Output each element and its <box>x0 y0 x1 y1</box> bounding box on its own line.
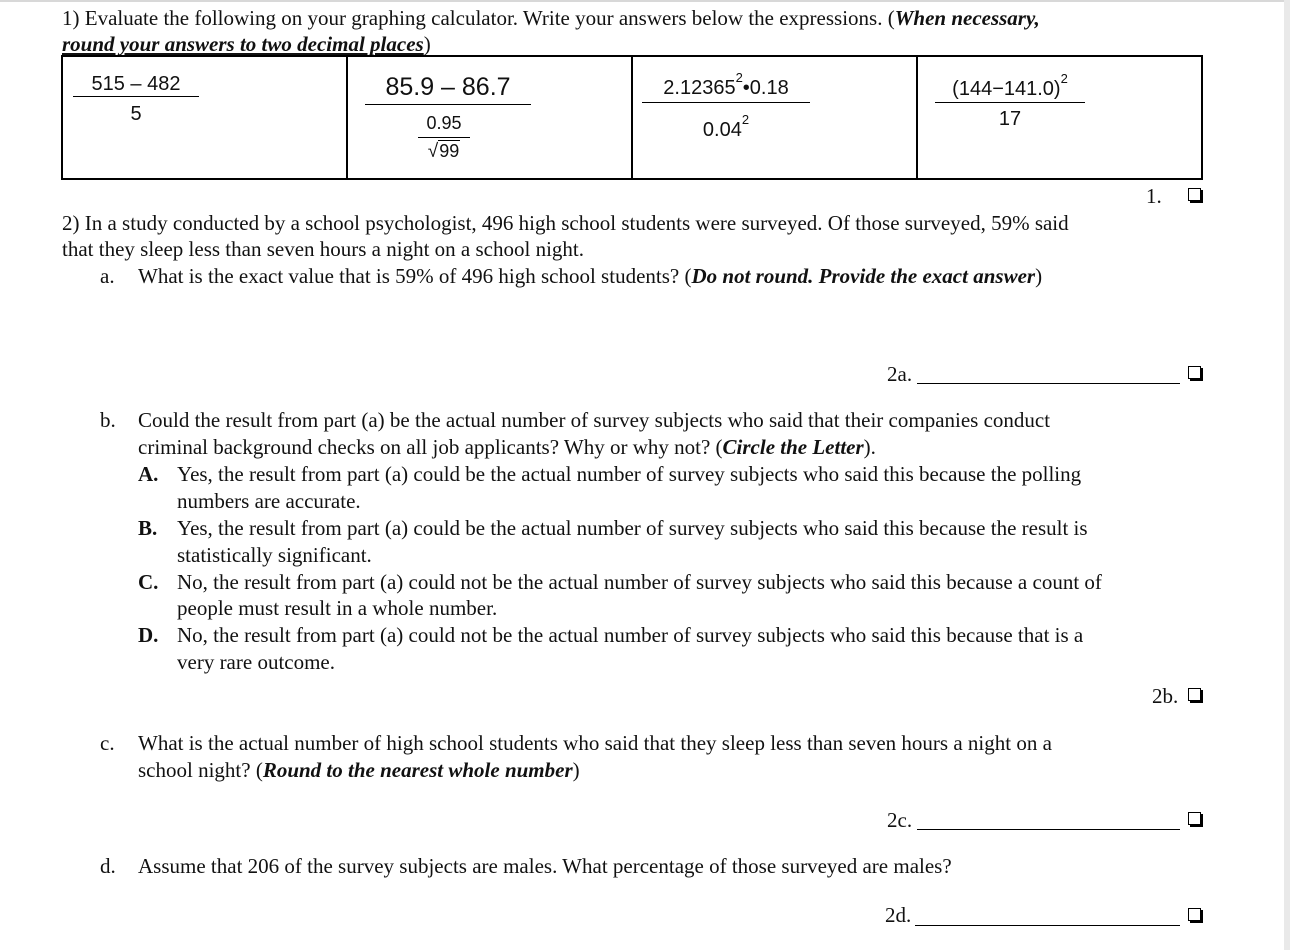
answer-label-1: 1. <box>1146 184 1162 208</box>
expression-4-numerator: (144−141.0) <box>952 78 1061 100</box>
expression-3-numerator-base: 2.12365 <box>663 77 736 99</box>
expression-1-numerator: 515 – 482 <box>73 73 199 97</box>
q1-instructions-emphasis: When necessary, <box>894 6 1040 30</box>
option-b-letter[interactable]: B. <box>138 516 158 540</box>
answer-line-2c[interactable] <box>917 829 1180 830</box>
expression-4-denominator: 17 <box>998 108 1022 130</box>
answer-label-2c: 2c. <box>887 808 913 832</box>
q2c-letter: c. <box>100 731 115 755</box>
expression-2-numerator: 85.9 – 86.7 <box>365 73 531 105</box>
answer-label-2d: 2d. <box>885 903 912 927</box>
q2b-question-line2: criminal background checks on all job applicants? Why or why not? (Circle the Letter). <box>138 435 876 459</box>
expression-table <box>61 55 1203 180</box>
expression-cell-1[interactable] <box>62 56 347 179</box>
page-scroll-edge <box>1284 0 1290 950</box>
q1-instructions-line2: round your answers to two decimal places) <box>62 32 431 56</box>
q2d-letter: d. <box>100 854 116 878</box>
expression-1 <box>73 73 199 126</box>
option-d-line1: No, the result from part (a) could not be the actual number of survey subjects who said this because that is a <box>177 623 1084 647</box>
q2a-instruction-emphasis: Do not round. Provide the exact answer <box>691 264 1036 288</box>
q2c-question-line2: school night? (Round to the nearest whole number) <box>138 758 580 782</box>
q2a-question: What is the exact value that is 59% of 496 high school students? (Do not round. Provide the exact answer) <box>138 264 1043 288</box>
expression-3: $\frac{2.12365^2•0.18}{0.04^2}$ <box>642 77 810 142</box>
expression-4: $\frac{(144-141.0)^2}{17}$ <box>935 78 1085 131</box>
q2-intro-line2: that they sleep less than seven hours a night on a school night. <box>62 237 584 261</box>
answer-checkbox-2c[interactable] <box>1188 812 1201 825</box>
q1-instructions-line1 <box>62 6 1040 31</box>
q2b-instruction-emphasis: Circle the Letter <box>722 435 864 459</box>
q2b-letter: b. <box>100 408 116 432</box>
expression-3-numerator-factor: •0.18 <box>742 77 789 99</box>
q2c-instruction-emphasis: Round to the nearest whole number <box>262 758 573 782</box>
option-a-line2: numbers are accurate. <box>177 489 361 513</box>
expression-1-denominator: 5 <box>130 103 142 125</box>
answer-line-2d[interactable] <box>915 925 1180 926</box>
answer-line-2a[interactable] <box>917 383 1180 384</box>
q2b-question-line1: Could the result from part (a) be the actual number of survey subjects who said that their companies conduct <box>138 408 1051 432</box>
expression-cell-2[interactable] <box>347 56 632 179</box>
expression-cell-4[interactable] <box>917 56 1202 179</box>
answer-checkbox-2b[interactable] <box>1188 688 1201 701</box>
option-a-letter[interactable]: A. <box>138 462 159 486</box>
option-b-line1: Yes, the result from part (a) could be the actual number of survey subjects who said this because the result is <box>177 516 1088 540</box>
option-c-line1: No, the result from part (a) could not be the actual number of survey subjects who said this because a count of <box>177 570 1102 594</box>
answer-checkbox-1[interactable] <box>1188 188 1201 201</box>
q1-rounding-note: round your answers to two decimal places <box>62 32 424 56</box>
option-c-line2: people must result in a whole number. <box>177 596 498 620</box>
q1-instructions-text: 1) Evaluate the following on your graphing calculator. Write your answers below the expressions. ( <box>62 6 895 30</box>
expression-2 <box>365 73 531 105</box>
q2c-question-line1: What is the actual number of high school students who said that they sleep less than seven hours a night on a <box>138 731 1052 755</box>
expression-2-denominator: $\frac{0.95}{√99}$ <box>418 113 470 163</box>
option-d-line2: very rare outcome. <box>177 650 336 674</box>
q2a-letter: a. <box>100 264 115 288</box>
option-b-line2: statistically significant. <box>177 543 372 567</box>
answer-label-2a: 2a. <box>887 362 913 386</box>
q2d-question: Assume that 206 of the survey subjects are males. What percentage of those surveyed are males? <box>138 854 952 878</box>
option-d-letter[interactable]: D. <box>138 623 159 647</box>
option-c-letter[interactable]: C. <box>138 570 159 594</box>
expression-2-radicand: 99 <box>439 141 460 161</box>
q2-intro-line1: 2) In a study conducted by a school psychologist, 496 high school students were surveyed. Of those surveyed, 59% said <box>62 211 1069 235</box>
option-a-line1: Yes, the result from part (a) could be the actual number of survey subjects who said this because the polling <box>177 462 1082 486</box>
answer-label-2b: 2b. <box>1152 684 1179 708</box>
page-top-edge <box>0 0 1290 2</box>
expression-cell-3[interactable] <box>632 56 917 179</box>
answer-checkbox-2a[interactable] <box>1188 366 1201 379</box>
expression-3-denominator: 0.04 <box>702 119 742 141</box>
expression-2-inner-numerator: 0.95 <box>418 113 470 138</box>
answer-checkbox-2d[interactable] <box>1188 908 1201 921</box>
